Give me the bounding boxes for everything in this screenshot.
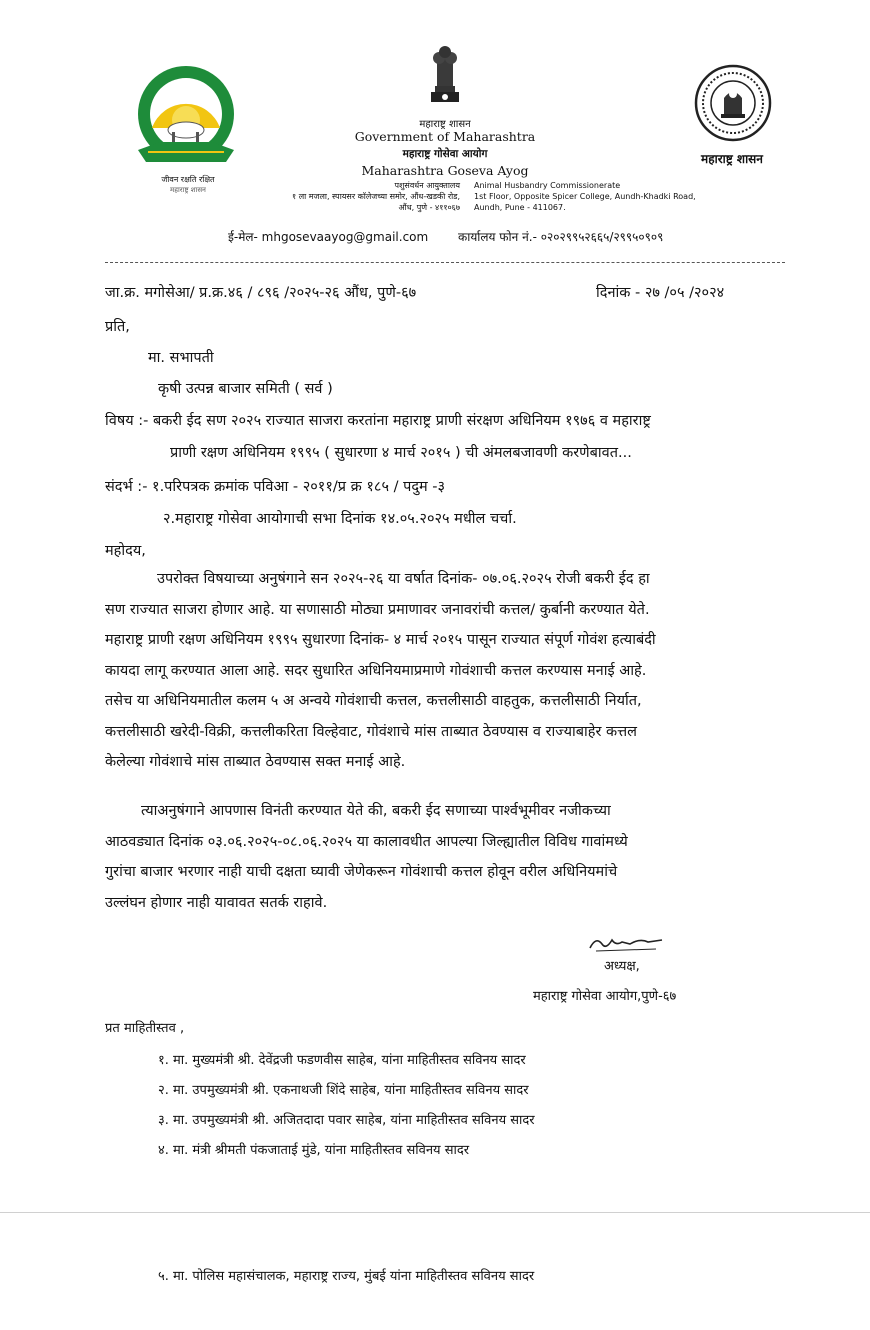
- email-line: ई-मेल- mhgosevaayog@gmail.com: [228, 230, 429, 244]
- copy-item-5: ५. मा. पोलिस महासंचालक, महाराष्ट्र राज्य, मुंबई यांना माहितीस्तव सविनय सादर: [158, 1269, 535, 1284]
- national-emblem-icon: [425, 40, 465, 110]
- letter-date: दिनांक - २७ /०५ /२०२४: [596, 285, 725, 301]
- maharashtra-seal-icon: [694, 64, 772, 142]
- goseva-ayog-logo: [130, 62, 242, 202]
- p2-line: आठवड्यात दिनांक ०३.०६.२०२५-०८.०६.२०२५ या कालावधीत आपल्या जिल्ह्यातील विविध गावांमध्ये: [105, 833, 628, 850]
- subject-line-1: विषय :- बकरी ईद सण २०२५ राज्यात साजरा करतांना महाराष्ट्र प्राणी संरक्षण अधिनियम १९७६ व महाराष्ट्र: [105, 413, 651, 429]
- p1-line: कत्तलीसाठी खरेदी-विक्री, कत्तलीकरिता विल्हेवाट, गोवंशाचे मांस ताब्यात ठेवण्यास व राज्याबाहेर कत्तल: [105, 723, 637, 740]
- copy-heading: प्रत माहितीस्तव ,: [105, 1021, 185, 1036]
- address-en-line-2: 1st Floor, Opposite Spicer College, Aundh-Khadki Road,: [474, 192, 696, 201]
- p2-line: गुरांचा बाजार भरणार नाही याची दक्षता घ्यावी जेणेकरून गोवंशाची कत्तल होवून वरील अधिनियमांचे: [105, 864, 618, 880]
- copy-item: ३. मा. उपमुख्यमंत्री श्री. अजितदादा पवार साहेब, यांना माहितीस्तव सविनय सादर: [158, 1113, 535, 1128]
- copy-item: २. मा. उपमुख्यमंत्री श्री. एकनाथजी शिंदे साहेब, यांना माहितीस्तव सविनय सादर: [158, 1083, 529, 1098]
- address-en-line-3: Aundh, Pune - 411067.: [474, 203, 566, 212]
- signature-mark: [586, 932, 666, 956]
- p1-line: तसेच या अधिनियमातील कलम ५ अ अन्वये गोवंशाची कत्तल, कत्तलीसाठी वाहतुक, कत्तलीसाठी निर्यात,: [105, 693, 642, 709]
- logo-motto: जीवन रक्षति रक्षित: [161, 175, 215, 184]
- signatory-title: अध्यक्ष,: [604, 959, 640, 974]
- p1-line: महाराष्ट्र प्राणी रक्षण अधिनियम १९९५ सुधारणा दिनांक- ४ मार्च २०१५ पासून राज्यात संपूर्ण गोवंश हत्याबंदी: [105, 632, 656, 648]
- reference-line-1: संदर्भ :- १.परिपत्रक क्रमांक पविआ - २०११/प्र क्र १८५ / पदुम -३: [105, 479, 446, 495]
- recipient-line-2: कृषी उत्पन्न बाजार समिती ( सर्व ): [158, 381, 333, 397]
- address-english: [474, 180, 734, 213]
- seal-caption: महाराष्ट्र शासन: [701, 152, 763, 166]
- address-en-line-1: Animal Husbandry Commissionerate: [474, 181, 621, 190]
- p2-line: उल्लंघन होणार नाही यावावत सतर्क राहावे.: [105, 894, 328, 911]
- copy-item: ४. मा. मंत्री श्रीमती पंकजाताई मुंडे, यांना माहितीस्तव सविनय सादर: [158, 1143, 470, 1158]
- p1-line: केलेल्या गोवंशाचे मांस ताब्यात ठेवण्यास सक्त मनाई आहे.: [105, 754, 406, 770]
- paragraph-2: [105, 796, 805, 918]
- p2-line: त्याअनुषंगाने आपणास विनंती करण्यात येते की, बकरी ईद सणाच्या पार्श्वभूमीवर नजीकच्या: [141, 803, 611, 819]
- logo-sub: महाराष्ट्र शासन: [170, 186, 206, 194]
- copy-item: १. मा. मुख्यमंत्री श्री. देवेंद्रजी फडणवीस साहेब, यांना माहितीस्तव सविनय सादर: [158, 1053, 526, 1068]
- copy-list: [158, 1046, 535, 1166]
- address-mr-line-1: पशुसंवर्धन आयुक्तालय: [394, 181, 460, 190]
- header-divider: [105, 262, 785, 263]
- p1-line: सण राज्यात साजरा होणार आहे. या सणासाठी मोठ्या प्रमाणावर जनावरांची कत्तल/ कुर्बानी करण्यात येते.: [105, 601, 650, 618]
- gov-english-title: Government of Maharashtra: [354, 129, 536, 144]
- prati-label: प्रति,: [105, 319, 130, 335]
- reference-number: जा.क्र. मगोसेआ/ प्र.क्र.४६ / ८९६ /२०२५-२६ औंध, पुणे-६७: [105, 285, 417, 301]
- salutation: महोदय,: [105, 543, 146, 559]
- p1-line: उपरोक्त विषयाच्या अनुषंगाने सन २०२५-२६ या वर्षात दिनांक- ०७.०६.२०२५ रोजी बकरी ईद हा: [157, 571, 650, 587]
- signatory-office: महाराष्ट्र गोसेवा आयोग,पुणे-६७: [533, 989, 677, 1004]
- ayog-marathi-title: महाराष्ट्र गोसेवा आयोग: [402, 148, 488, 160]
- p1-line: कायदा लागू करण्यात आला आहे. सदर सुधारित अधिनियमाप्रमाणे गोवंशाची कत्तल करण्यास मनाई आहे.: [105, 662, 647, 679]
- paragraph-1: [105, 564, 805, 778]
- ayog-english-title: Maharashtra Goseva Ayog: [361, 163, 529, 178]
- address-mr-line-3: औंध, पुणे - ४११०६७: [398, 203, 460, 212]
- reference-line-2: २.महाराष्ट्र गोसेवा आयोगाची सभा दिनांक १४.०५.२०२५ मधील चर्चा.: [163, 511, 517, 527]
- address-marathi: [240, 180, 460, 213]
- address-mr-line-2: १ ला मजला, स्पायसर कॉलेजच्या समोर, औंध-खडकी रोड,: [292, 192, 460, 201]
- emblem-caption: महाराष्ट्र शासन: [419, 119, 471, 130]
- subject-line-2: प्राणी रक्षण अधिनियम १९९५ ( सुधारणा ४ मार्च २०१५ ) ची अंमलबजावणी करणेबावत...: [170, 445, 632, 461]
- phone-line: कार्यालय फोन नं.- ०२०२९९५२६६५/२९९५०९०९: [458, 230, 664, 244]
- page-break-divider: [0, 1212, 870, 1213]
- recipient-line-1: मा. सभापती: [148, 350, 214, 366]
